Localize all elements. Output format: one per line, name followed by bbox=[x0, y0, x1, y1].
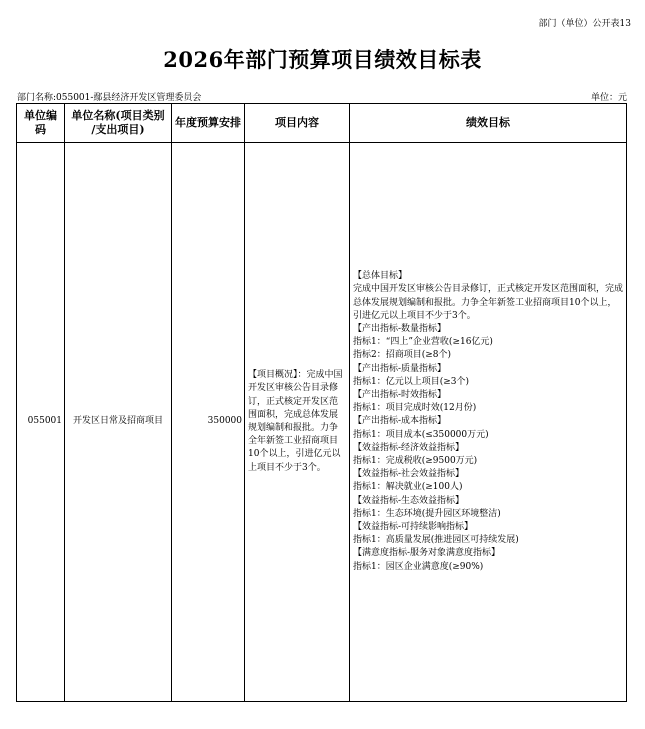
page-title: 2026年部门预算项目绩效目标表 bbox=[163, 47, 482, 72]
goal-line: 指标1：项目完成时效(12月份) bbox=[353, 403, 477, 414]
cell-budget: 350000 bbox=[172, 143, 245, 702]
goal-line: 【效益指标-可持续影响指标】 bbox=[353, 522, 474, 533]
goal-line: 指标1：完成税收(≥9500万元) bbox=[353, 456, 478, 466]
currency-unit-label: 单位：元 bbox=[590, 93, 627, 103]
performance-goals-table bbox=[16, 103, 627, 702]
cell-project-name: 开发区日常及招商项目 bbox=[65, 143, 172, 702]
header-unit-name-line-1: 单位名称(项目类别 bbox=[71, 109, 165, 122]
cell-unit-code: 055001 bbox=[17, 143, 65, 702]
header-unit-name-line-2: /支出项目) bbox=[91, 123, 145, 136]
header-performance-goals: 绩效目标 bbox=[350, 104, 627, 143]
header-project-content: 项目内容 bbox=[245, 104, 350, 143]
goal-line: 【产出指标-数量指标】 bbox=[353, 323, 447, 334]
table-row bbox=[17, 143, 627, 702]
header-unit-name bbox=[65, 104, 172, 143]
department-name-label: 部门名称:055001-鄢县经济开发区管理委员会 bbox=[17, 93, 202, 103]
table-header-row bbox=[17, 104, 627, 143]
goals-list bbox=[353, 270, 623, 574]
goal-line: 指标1：解决就业(≥100人) bbox=[353, 482, 463, 493]
goal-line: 指标1：生态环境(提升园区环境整洁) bbox=[353, 508, 501, 519]
goal-line: 【总体目标】 bbox=[353, 271, 408, 282]
cell-performance-goals bbox=[350, 143, 627, 702]
goal-line: 指标1：高质量发展(推进园区可持续发展) bbox=[353, 535, 519, 546]
goal-line: 完成中国开发区审核公告目录修订，正式核定开发区范围面积，完成总体发展规划编制和报批。力争全年新签工业招商项目10个以上，引进亿元以上项目不少于3个。 bbox=[353, 284, 624, 321]
goal-line: 【效益指标-经济效益指标】 bbox=[353, 442, 465, 453]
goal-line: 【满意度指标-服务对象满意度指标】 bbox=[353, 548, 501, 559]
goal-line: 指标1：项目成本(≤350000万元) bbox=[353, 429, 489, 440]
goal-line: 指标1：园区企业满意度(≥90%) bbox=[353, 561, 484, 572]
goal-line: 【效益指标-生态效益指标】 bbox=[353, 495, 465, 506]
table-number-label: 部门（单位）公开表13 bbox=[538, 19, 631, 29]
goal-line: 【产出指标-质量指标】 bbox=[353, 363, 447, 374]
goal-line: 【产出指标-成本指标】 bbox=[353, 416, 447, 427]
header-unit-code: 单位编码 bbox=[17, 104, 65, 143]
goal-line: 指标1：亿元以上项目(≥3个) bbox=[353, 376, 470, 387]
goal-line: 【产出指标-时效指标】 bbox=[353, 389, 447, 400]
cell-project-content: 【项目概况】：完成中国开发区审核公告目录修订，正式核定开发区范围面积，完成总体发展规划编制和报批。力争全年新签工业招商项目10个以上，引进亿元以上项目不少于3个。 bbox=[245, 143, 350, 702]
goal-line: 指标2：招商项目(≥8个) bbox=[353, 350, 452, 361]
goal-line: 【效益指标-社会效益指标】 bbox=[353, 469, 465, 480]
goal-line: 指标1：“四上”企业营收(≥16亿元) bbox=[353, 337, 493, 348]
header-annual-budget: 年度预算安排 bbox=[172, 104, 245, 143]
